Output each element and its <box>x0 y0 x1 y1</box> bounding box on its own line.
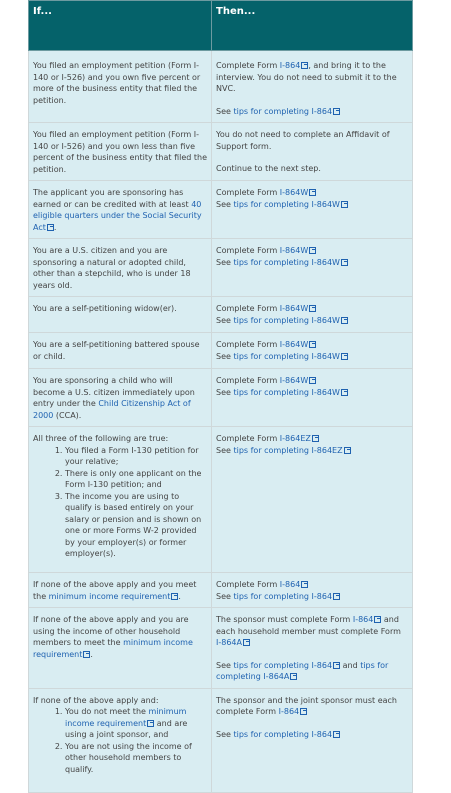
external-link-icon <box>147 720 154 727</box>
external-link-icon <box>374 616 381 623</box>
tips-link[interactable]: tips for completing I-864W <box>233 257 340 267</box>
external-link-icon <box>83 651 90 658</box>
table-row <box>29 181 413 239</box>
form-link[interactable]: I-864W <box>279 304 309 313</box>
header-then: Then... <box>212 1 413 51</box>
external-link-icon <box>341 389 348 396</box>
eligible-quarters-link[interactable]: 40 eligible quarters under the Social Security Act <box>33 199 202 232</box>
then-cell: Complete Form I-864W See tips for completing I-864W <box>212 181 413 239</box>
if-cell: You are a U.S. citizen and you are sponsoring a natural or adopted child, other than a stepchild, who is under 18 years old. <box>29 239 212 297</box>
child-citizenship-act-link[interactable]: Child Citizenship Act of 2000 <box>33 399 191 420</box>
form-link[interactable]: I-864W <box>279 340 309 349</box>
tips-link[interactable]: tips for completing I-864A <box>216 660 389 681</box>
external-link-icon <box>344 447 351 454</box>
tips-link[interactable]: tips for completing I-864W <box>233 199 340 209</box>
then-cell: Complete Form I-864 , and bring it to the interview. You do not need to submit it to the NVC. See tips for completing I-864 <box>212 51 413 123</box>
then-cell: The sponsor and the joint sponsor must each complete Form I-864 See tips for completing I-864 <box>212 688 413 792</box>
external-link-icon <box>309 247 316 254</box>
then-cell: Complete Form I-864W See tips for completing I-864W <box>212 239 413 297</box>
minimum-income-link[interactable]: minimum income requirement <box>65 707 187 728</box>
if-cell: The applicant you are sponsoring has earned or can be credited with at least 40 eligible quarters under the Social Security Act . <box>29 181 212 239</box>
tips-link[interactable]: tips for completing I-864EZ <box>233 445 343 455</box>
then-cell: Complete Form I-864W See tips for completing I-864W <box>212 297 413 333</box>
if-cell: If none of the above apply and you are using the income of other household members to meet the minimum income requirement . <box>29 608 212 689</box>
form-link[interactable]: I-864A <box>216 638 242 647</box>
if-cell: You filed an employment petition (Form I-140 or I-526) and you own five percent or more of the business entity that filed the petition. <box>29 51 212 123</box>
header-row <box>29 1 413 51</box>
form-link[interactable]: I-864 <box>279 580 301 589</box>
table-row <box>29 333 413 369</box>
external-link-icon <box>333 662 340 669</box>
form-link[interactable]: I-864W <box>279 246 309 255</box>
external-link-icon <box>312 435 319 442</box>
if-cell: If none of the above apply and you meet the minimum income requirement . <box>29 573 212 608</box>
table-row <box>29 427 413 573</box>
external-link-icon <box>47 224 54 231</box>
tips-link[interactable]: tips for completing I-864W <box>233 387 340 397</box>
table-row <box>29 239 413 297</box>
then-cell: The sponsor must complete Form I-864 and each household member must complete Form I-864A See tips for completing I-864 and tips for completing I-864A <box>212 608 413 689</box>
table-row <box>29 123 413 181</box>
list-item: 1. You do not meet the minimum income requirement and are using a joint sponsor, and <box>65 706 207 741</box>
table-row <box>29 688 413 792</box>
table-row <box>29 369 413 427</box>
tips-link[interactable]: tips for completing I-864W <box>233 315 340 325</box>
tips-link[interactable]: tips for completing I-864 <box>233 660 333 670</box>
conditions-list <box>33 445 207 560</box>
if-cell: All three of the following are true: 1. You filed a Form I-130 petition for your relative; 2. There is only one applicant on the Form I-130 petition; and 3. The income you are using to qualify is based entirely on your salary or pension and is shown on one or more Forms W-2 provided by your employer(s) or former employer(s). <box>29 427 212 573</box>
external-link-icon <box>333 108 340 115</box>
form-link[interactable]: I-864 <box>352 615 374 624</box>
form-link[interactable]: I-864EZ <box>279 434 311 443</box>
external-link-icon <box>301 62 308 69</box>
if-cell: You filed an employment petition (Form I-140 or I-526) and you own less than five percent of the business entity that filed the petition. <box>29 123 212 181</box>
affidavit-table <box>28 0 413 793</box>
if-cell: You are a self-petitioning battered spouse or child. <box>29 333 212 369</box>
minimum-income-link[interactable]: minimum income requirement <box>48 591 171 601</box>
list-item: 1. You filed a Form I-130 petition for your relative; <box>65 445 207 468</box>
table-row <box>29 573 413 608</box>
header-if: If... <box>29 1 212 51</box>
tips-link[interactable]: tips for completing I-864 <box>233 106 333 116</box>
if-cell: You are a self-petitioning widow(er). <box>29 297 212 333</box>
external-link-icon <box>309 341 316 348</box>
external-link-icon <box>309 377 316 384</box>
external-link-icon <box>341 201 348 208</box>
tips-link[interactable]: tips for completing I-864 <box>233 591 333 601</box>
external-link-icon <box>341 317 348 324</box>
then-cell: Complete Form I-864W See tips for completing I-864W <box>212 369 413 427</box>
conditions-list <box>33 706 207 775</box>
external-link-icon <box>300 708 307 715</box>
external-link-icon <box>243 639 250 646</box>
minimum-income-link[interactable]: minimum income requirement <box>33 638 193 659</box>
external-link-icon <box>171 593 178 600</box>
tips-link[interactable]: tips for completing I-864W <box>233 351 340 361</box>
then-cell: Complete Form I-864EZ See tips for completing I-864EZ <box>212 427 413 573</box>
form-link[interactable]: I-864W <box>279 188 309 197</box>
form-link[interactable]: I-864W <box>279 376 309 385</box>
table-row <box>29 608 413 689</box>
form-link[interactable]: I-864 <box>279 61 301 70</box>
external-link-icon <box>341 259 348 266</box>
list-item: 2. There is only one applicant on the Form I-130 petition; and <box>65 468 207 491</box>
external-link-icon <box>341 353 348 360</box>
then-cell: You do not need to complete an Affidavit of Support form. Continue to the next step. <box>212 123 413 181</box>
then-cell: Complete Form I-864 See tips for completing I-864 <box>212 573 413 608</box>
form-link[interactable]: I-864 <box>278 707 300 716</box>
tips-link[interactable]: tips for completing I-864 <box>233 729 333 739</box>
external-link-icon <box>333 731 340 738</box>
external-link-icon <box>309 305 316 312</box>
if-cell: You are sponsoring a child who will become a U.S. citizen immediately upon entry under the Child Citizenship Act of 2000 (CCA). <box>29 369 212 427</box>
external-link-icon <box>333 593 340 600</box>
if-cell: If none of the above apply and: 1. You do not meet the minimum income requirement and are using a joint sponsor, and 2. You are not using the income of other household members to qualify. <box>29 688 212 792</box>
list-item: 3. The income you are using to qualify is based entirely on your salary or pension and is shown on one or more Forms W-2 provided by your employer(s) or former employer(s). <box>65 491 207 560</box>
external-link-icon <box>301 581 308 588</box>
table-row <box>29 297 413 333</box>
then-cell: Complete Form I-864W See tips for completing I-864W <box>212 333 413 369</box>
list-item: 2. You are not using the income of other household members to qualify. <box>65 741 207 776</box>
external-link-icon <box>290 673 297 680</box>
table-row <box>29 51 413 123</box>
external-link-icon <box>309 189 316 196</box>
